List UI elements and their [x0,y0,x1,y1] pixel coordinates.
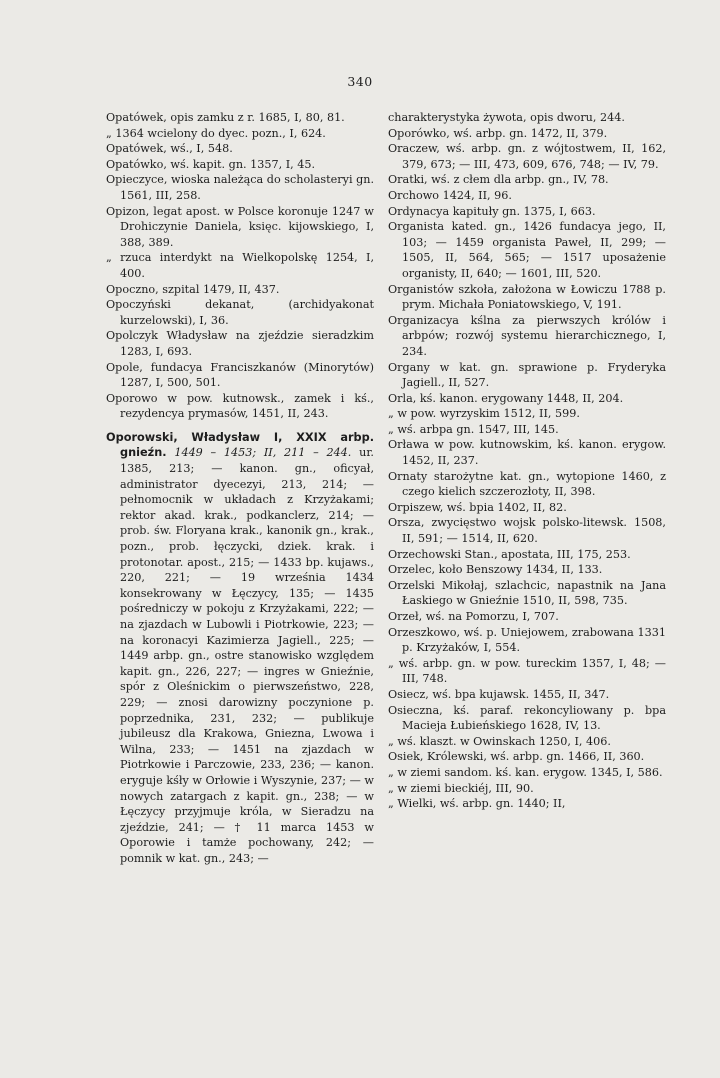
index-entry: Orzechowski Stan., apostata, III, 175, 253. [388,547,631,561]
index-entry: Opieczyce, wioska należąca do scholasteryi gn. 1561, III, 258. [106,173,375,202]
left-column [106,110,374,867]
index-entry: Osiek, Królewski, wś. arbp. gn. 1466, II, 360. [388,750,645,764]
index-entry: Oraczew, wś. arbp. gn. z wójtostwem, II, 162, 379, 673; — III, 473, 609, 676, 748; — IV, 79. [388,142,666,171]
index-entry: Orsza, zwycięstwo wojsk polsko-litewsk. 1508, II, 591; — 1514, II, 620. [388,516,666,546]
index-entry: Orława w pow. kutnowskim, kś. kanon. erygow. 1452, II, 237. [388,438,666,468]
index-entry: Oratki, wś. z cłem dla arbp. gn., IV, 78. [388,173,609,187]
index-entry: Opatówko, wś. kapit. gn. 1357, I, 45. [106,157,316,171]
index-entry: „ 1364 wcielony do dyec. pozn., I, 624. [106,126,326,140]
index-entry: Orpiszew, wś. bpia 1402, II, 82. [388,500,567,514]
index-entry: Orla, kś. kanon. erygowany 1448, II, 204. [388,391,624,405]
index-entry: Osieczna, kś. paraf. rekoncyliowany p. bpa Macieja Łubieńskiego 1628, IV, 13. [388,703,666,733]
index-entry: Opolczyk Władysław na zjeździe sieradzkim 1283, I, 693. [106,329,374,358]
index-entry: Orchowo 1424, II, 96. [388,188,512,202]
index-entry: „ w ziemi sandom. kś. kan. erygow. 1345, I, 586. [388,765,663,779]
index-entry: „ wś. arbpa gn. 1547, III, 145. [388,422,559,436]
index-entry: Orzeszkowo, wś. p. Uniejowem, zrabowana 1331 p. Krzyżaków, I, 554. [388,625,666,655]
entry-body: ur. 1385, 213; — kanon. gn., oficyał, administrator dyecezyi, 213, 214; — pełnomocnik w układach z Krzyżakami; rektor akad. krak., podkanclerz, 214; — prob. św. Floryana krak., kanonik gn., krak., pozn., prob. łęczycki, dziek. krak. i protonotar. apost., 215; — 1433 bp. kujaws., 220, 221; — 19 września 1434 konsekrowany w Łęczycy, 135; — 1435 pośredniczy w pokoju z Krzyżakami, 222; — na zjazdach w Lubowli i Piotrkowie, 223; — na koronacyi Kazimierza Jagiell., 225; — 1449 arbp. gn., ostre stanowisko względem kapit. gn., 226, 227; — ingres w Gnieźnie, spór z Oleśnickim o pierwszeństwo, 228, 229; — znosi darowizny poczynione p. poprzednika, 231, 232; — publikuje jubileusz dla Krakowa, Gniezna, Lwowa i Wilna, 233; — 1451 na zjazdach w Piotrkowie i Parczowie, 233, 236; — kanon. eryguje kśły w Orłowie i Wyszynie, 237; — w nowych zatargach z kapit. gn., 238; — w Łęczycy przyjmuje króla, w Sieradzu na zjeździe, 241; — † 11 marca 1453 w Oporowie i tamże pochowany, 242; — pomnik w kat. gn., 243; — [120,446,374,865]
index-entry: Opoczyński dekanat, (archidyakonat kurzelowski), I, 36. [106,298,374,327]
index-entry: Orzelec, koło Benszowy 1434, II, 133. [388,563,603,577]
index-entry: „ w pow. wyrzyskim 1512, II, 599. [388,407,580,421]
index-entry: Osiecz, wś. bpa kujawsk. 1455, II, 347. [388,687,610,701]
right-column [388,110,666,812]
index-entry: Orzelski Mikołaj, szlachcic, napastnik na Jana Łaskiego w Gnieźnie 1510, II, 598, 735. [388,578,666,608]
index-entry: Opole, fundacya Franciszkanów (Minorytów) 1287, I, 500, 501. [106,360,374,390]
index-entry: „ rzuca interdykt na Wielkopolskę 1254, I, 400. [106,251,374,280]
index-entry: Orzeł, wś. na Pomorzu, I, 707. [388,610,559,623]
index-entry: charakterystyka żywota, opis dworu, 244. [388,111,625,124]
page-number: 340 [347,74,373,89]
index-entry: „ w ziemi bieckiéj, III, 90. [388,781,534,795]
index-entry-oporowski [106,430,374,867]
entry-heading: Oporowski, Władysław I, XXIX arbp. gnieźn. [106,430,374,460]
index-entry: Oporowo w pow. kutnowsk., zamek i kś., rezydencya prymasów, 1451, II, 243. [106,391,374,421]
index-entry: Oporówko, wś. arbp. gn. 1472, II, 379. [388,126,608,140]
index-entry: „ wś. klaszt. w Owinskach 1250, I, 406. [388,734,611,748]
index-entry: Organista kated. gn., 1426 fundacya jego, II, 103; — 1459 organista Paweł, II, 299; — 1505, II, 564, 565; — 1517 uposażenie organisty, II, 640; — 1601, III, 520. [388,220,666,280]
index-entry: Opatówek, opis zamku z r. 1685, I, 80, 81. [106,111,345,124]
index-entry: Ornaty starożytne kat. gn., wytopione 1460, z czego kielich szczerozłoty, II, 398. [388,469,666,499]
entry-dates: 1449 – 1453; II, 211 – 244. [174,446,352,460]
index-entry: Opizon, legat apost. w Polsce koronuje 1247 w Drohiczynie Daniela, księc. kijowskiego, I, 388, 389. [106,204,374,249]
index-entry: Opoczno, szpital 1479, II, 437. [106,282,280,296]
index-entry: Organizacya kślna za pierwszych królów i arbpów; rozwój systemu hierarchicznego, I, 234. [388,313,666,358]
index-entry: „ wś. arbp. gn. w pow. tureckim 1357, I, 48; — III, 748. [388,656,666,686]
index-entry: Organy w kat. gn. sprawione p. Fryderyka Jagiell., II, 527. [388,360,666,390]
index-entry: Organistów szkoła, założona w Łowiczu 1788 p. prym. Michała Poniatowskiego, V, 191. [388,282,666,312]
index-entry: Opatówek, wś., I, 548. [106,142,233,156]
index-entry: Ordynacya kapituły gn. 1375, I, 663. [388,204,596,218]
index-entry: „ Wielki, wś. arbp. gn. 1440; II, [388,797,566,811]
